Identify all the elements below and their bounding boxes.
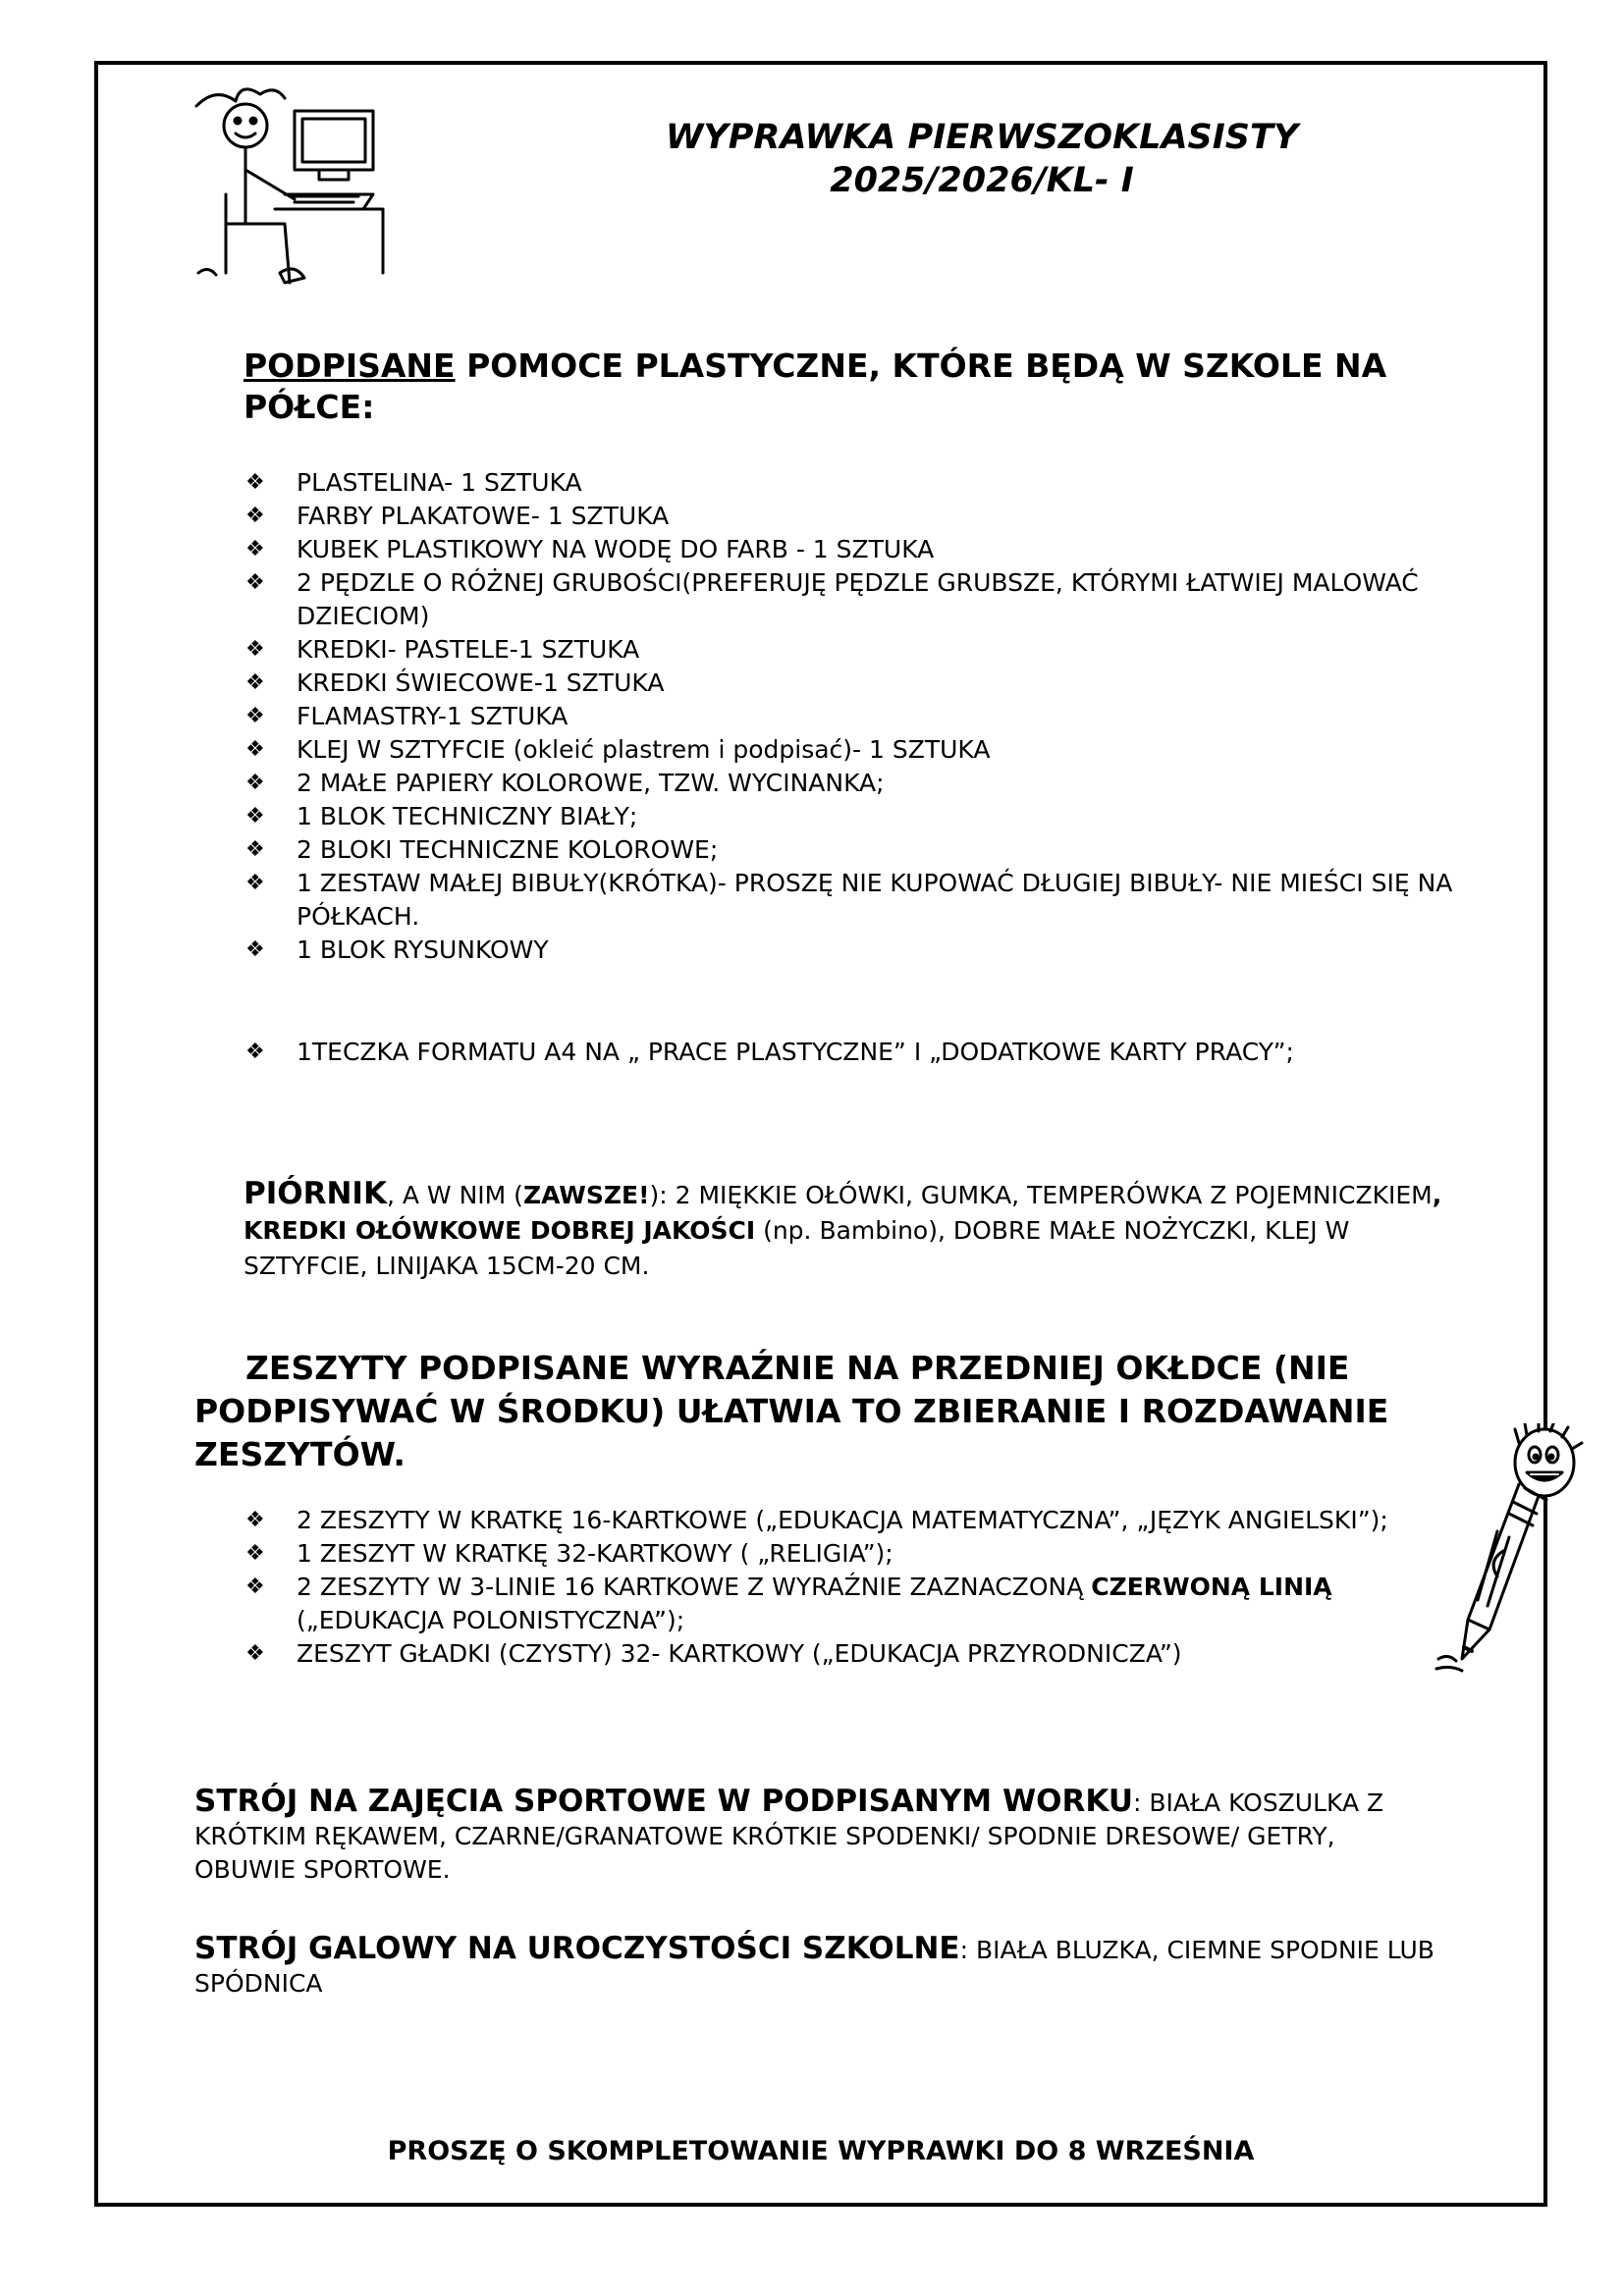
list-item: ❖ KREDKI- PASTELE-1 SZTUKA: [245, 633, 1453, 667]
list-item: ❖ PLASTELINA- 1 SZTUKA: [245, 466, 1453, 500]
sport-clothing-heading: STRÓJ NA ZAJĘCIA SPORTOWE W PODPISANYM WORKU: [194, 1784, 1134, 1819]
heading-rest: POMOCE PLASTYCZNE, KTÓRE BĘDĄ W SZKOLE NA PÓŁCE:: [244, 347, 1387, 426]
diamond-bullet-icon: ❖: [245, 670, 265, 695]
diamond-bullet-icon: ❖: [245, 1508, 265, 1532]
diamond-bullet-icon: ❖: [245, 1040, 265, 1064]
sport-clothing-paragraph: STRÓJ NA ZAJĘCIA SPORTOWE W PODPISANYM WORKU: BIAŁA KOSZULKA Z KRÓTKIM RĘKAWEM, CZARNE/GRANATOWE KRÓTKIE SPODENKI/ SPODNIE DRESOWE/ GETRY, OBUWIE SPORTOWE.: [194, 1784, 1384, 1884]
diamond-bullet-icon: ❖: [245, 570, 265, 595]
list-item: ❖ 1 ZESZYT W KRATKĘ 32-KARTKOWY ( „RELIGIA”);: [245, 1537, 1424, 1571]
list-item: ❖ KLEJ W SZTYFCIE (okleić plastrem i podpisać)- 1 SZTUKA: [245, 733, 1453, 767]
diamond-bullet-icon: ❖: [245, 637, 265, 662]
diamond-bullet-icon: ❖: [245, 737, 265, 762]
art-supplies-list: [245, 466, 1453, 967]
list-item: ❖ 2 BLOKI TECHNICZNE KOLOROWE;: [245, 833, 1453, 867]
smiling-pencil-illustration: [1429, 1423, 1600, 1683]
list-item: ❖ 2 ZESZYTY W 3-LINIE 16 KARTKOWE Z WYRAŹNIE ZAZNACZONĄ CZERWONĄ LINIĄ („EDUKACJA POLONISTYCZNA”);: [245, 1573, 1332, 1634]
list-item: ❖ ZESZYT GŁADKI (CZYSTY) 32- KARTKOWY („EDUKACJA PRZYRODNICZA”): [245, 1637, 1424, 1671]
document-title: [550, 116, 1414, 202]
diamond-bullet-icon: ❖: [245, 837, 265, 862]
list-item: ❖ KREDKI ŚWIECOWE-1 SZTUKA: [245, 667, 1453, 700]
heading-underlined-word: PODPISANE: [244, 347, 456, 385]
list-item: ❖ 2 ZESZYTY W KRATKĘ 16-KARTKOWE („EDUKACJA MATEMATYCZNA”, „JĘZYK ANGIELSKI”);: [245, 1504, 1424, 1537]
list-item: ❖ 1 BLOK TECHNICZNY BIAŁY;: [245, 800, 1453, 833]
diamond-bullet-icon: ❖: [245, 937, 265, 962]
diamond-bullet-icon: ❖: [245, 537, 265, 561]
pencil-case-lead: PIÓRNIK: [244, 1176, 387, 1211]
list-item: ❖ KUBEK PLASTIKOWY NA WODĘ DO FARB - 1 SZTUKA: [245, 533, 1453, 566]
list-item: ❖ 1TECZKA FORMATU A4 NA „ PRACE PLASTYCZNE” I „DODATKOWE KARTY PRACY”;: [245, 1036, 1522, 1069]
notebooks-list: [245, 1504, 1424, 1671]
list-item: ❖ FARBY PLAKATOWE- 1 SZTUKA: [245, 500, 1453, 533]
diamond-bullet-icon: ❖: [245, 1641, 265, 1666]
formal-clothing-heading: STRÓJ GALOWY NA UROCZYSTOŚCI SZKOLNE: [194, 1931, 960, 1966]
folder-list: [245, 1036, 1522, 1069]
notebooks-heading: ZESZYTY PODPISANE WYRAŹNIE NA PRZEDNIEJ OKŁDCE (NIE PODPISYWAĆ W ŚRODKU) UŁATWIA TO ZBIERANIE I ROZDAWANIE ZESZYTÓW.: [194, 1349, 1389, 1473]
diamond-bullet-icon: ❖: [245, 1541, 265, 1566]
diamond-bullet-icon: ❖: [245, 1575, 265, 1599]
diamond-bullet-icon: ❖: [245, 504, 265, 528]
list-item: ❖ 2 MAŁE PAPIERY KOLOROWE, TZW. WYCINANKA;: [245, 767, 1453, 800]
diamond-bullet-icon: ❖: [245, 704, 265, 728]
diamond-bullet-icon: ❖: [245, 470, 265, 495]
title-line-2: 2025/2026/KL- I: [830, 161, 1134, 200]
list-item: ❖ FLAMASTRY-1 SZTUKA: [245, 700, 1453, 733]
child-at-computer-illustration: [187, 77, 412, 302]
diamond-bullet-icon: ❖: [245, 771, 265, 795]
formal-clothing-paragraph: STRÓJ GALOWY NA UROCZYSTOŚCI SZKOLNE: BIAŁA BLUZKA, CIEMNE SPODNIE LUB SPÓDNICA: [194, 1931, 1435, 1998]
pencil-case-paragraph: PIÓRNIK, A W NIM (ZAWSZE!): 2 MIĘKKIE OŁÓWKI, GUMKA, TEMPERÓWKA Z POJEMNICZKIEM, KREDKI OŁÓWKOWE DOBREJ JAKOŚCI (np. Bambino), DOBRE MAŁE NOŻYCZKI, KLEJ W SZTYFCIE, LINIJAKA 15CM-20 CM.: [244, 1176, 1442, 1280]
diamond-bullet-icon: ❖: [245, 804, 265, 828]
always-label: ZAWSZE!: [522, 1181, 650, 1209]
art-supplies-heading: [244, 346, 1451, 428]
diamond-bullet-icon: ❖: [245, 871, 265, 895]
list-item: ❖ 1 ZESTAW MAŁEJ BIBUŁY(KRÓTKA)- PROSZĘ NIE KUPOWAĆ DŁUGIEJ BIBUŁY- NIE MIEŚCI SIĘ NA PÓŁKACH.: [245, 869, 1453, 931]
footer-note: PROSZĘ O SKOMPLETOWANIE WYPRAWKI DO 8 WRZEŚNIA: [387, 2136, 1255, 2166]
list-item: ❖ 2 PĘDZLE O RÓŻNEJ GRUBOŚCI(PREFERUJĘ PĘDZLE GRUBSZE, KTÓRYMI ŁATWIEJ MALOWAĆ DZIECIOM): [245, 568, 1419, 630]
title-line-1: WYPRAWKA PIERWSZOKLASISTY: [665, 118, 1299, 157]
list-item: ❖ 1 BLOK RYSUNKOWY: [245, 934, 1453, 967]
